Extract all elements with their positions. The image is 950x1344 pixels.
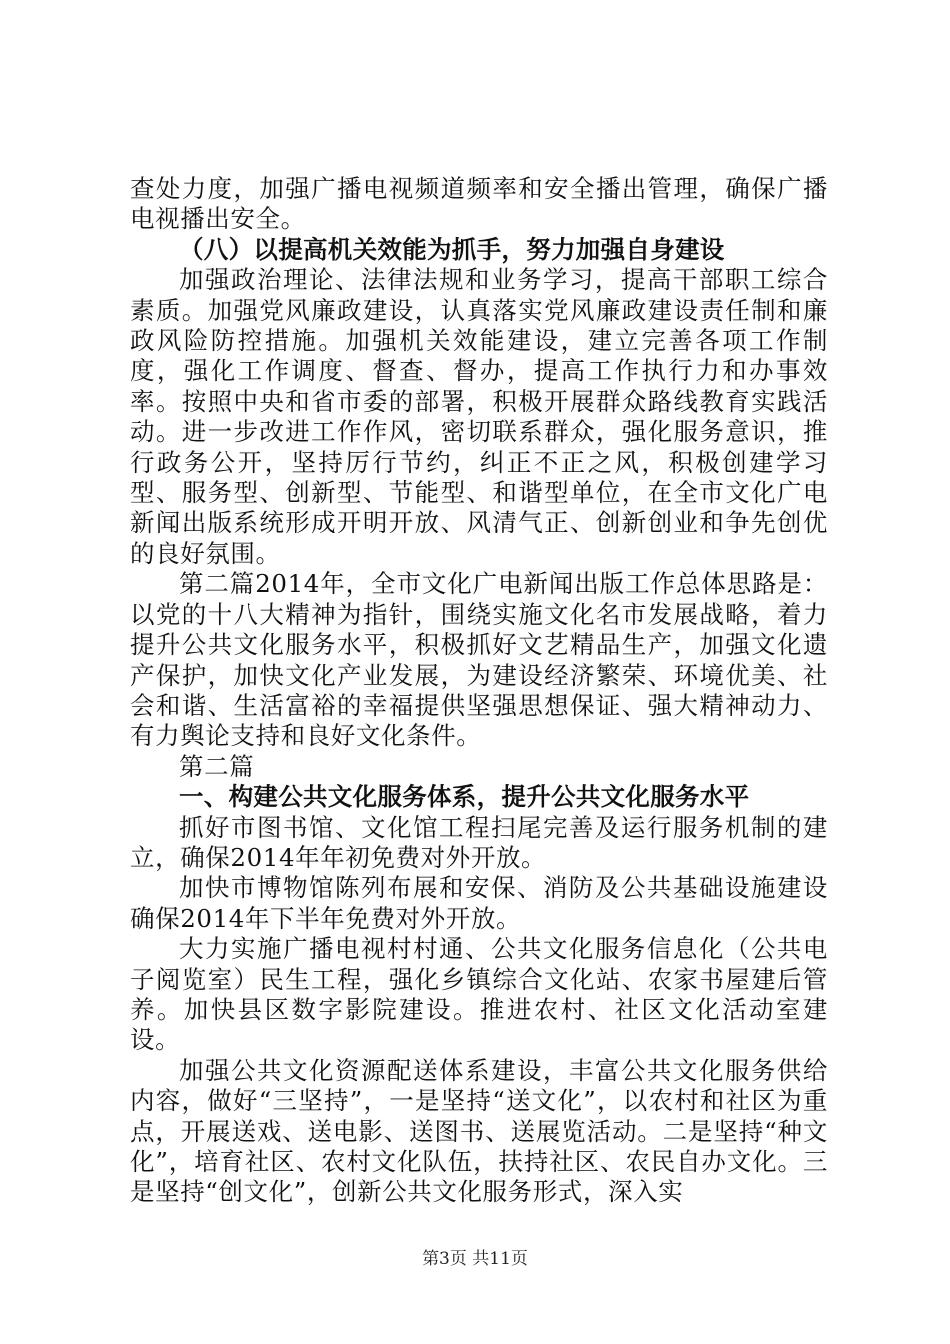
paragraph-museum: 加快市博物馆陈列布展和安保、消防及公共基础设施建设确保2014年下半年免费对外开放。 bbox=[130, 873, 828, 933]
paragraph-continuation: 查处力度，加强广播电视频道频率和安全播出管理，确保广播电视播出安全。 bbox=[130, 174, 828, 234]
paragraph-self-building: 加强政治理论、法律法规和业务学习，提高干部职工综合素质。加强党风廉政建设，认真落实党风廉政建设责任制和廉政风险防控措施。加强机关效能建设，建立完善各项工作制度，强化工作调度、督查、督办，提高工作执行力和办事效率。按照中央和省市委的部署，积极开展群众路线教育实践活动。进一步改进工作作风，密切联系群众，强化服务意识，推行政务公开，坚持厉行节约，纠正不正之风，积极创建学习型、服务型、创新型、节能型、和谐型单位，在全市文化广电新闻出版系统形成开明开放、风清气正、创新创业和争先创优的良好氛围。 bbox=[130, 265, 828, 568]
paragraph-overall-approach: 第二篇2014年，全市文化广电新闻出版工作总体思路是：以党的十八大精神为指针，围绕实施文化名市发展战略，着力提升公共文化服务水平，积极抓好文艺精品生产，加强文化遗产保护，加快文化产业发展，为建设经济繁荣、环境优美、社会和谐、生活富裕的幸福提供坚强思想保证、强大精神动力、有力舆论支持和良好文化条件。 bbox=[130, 569, 828, 751]
paragraph-part-label: 第二篇 bbox=[179, 751, 255, 781]
paragraph-broadcast: 大力实施广播电视村村通、公共文化服务信息化（公共电子阅览室）民生工程，强化乡镇综合文化站、农家书屋建后管养。加快县区数字影院建设。推进农村、社区文化活动室建设。 bbox=[130, 934, 828, 1055]
paragraph-library: 抓好市图书馆、文化馆工程扫尾完善及运行服务机制的建立，确保2014年年初免费对外开放。 bbox=[130, 812, 828, 872]
section-heading-8: （八）以提高机关效能为抓手，努力加强自身建设 bbox=[179, 234, 725, 264]
paragraph-resources: 加强公共文化资源配送体系建设，丰富公共文化服务供给内容，做好“三坚持”，一是坚持“送文化”，以农村和社区为重点，开展送戏、送电影、送图书、送展览活动。二是坚持“种文化”，培育社区、农村文化队伍，扶持社区、农民自办文化。三是坚持“创文化”，创新公共文化服务形式，深入实 bbox=[130, 1055, 828, 1207]
page-footer: 第3页 共11页 bbox=[422, 1249, 528, 1269]
document-body bbox=[130, 174, 828, 1208]
section-heading-1: 一、构建公共文化服务体系，提升公共文化服务水平 bbox=[179, 782, 750, 812]
